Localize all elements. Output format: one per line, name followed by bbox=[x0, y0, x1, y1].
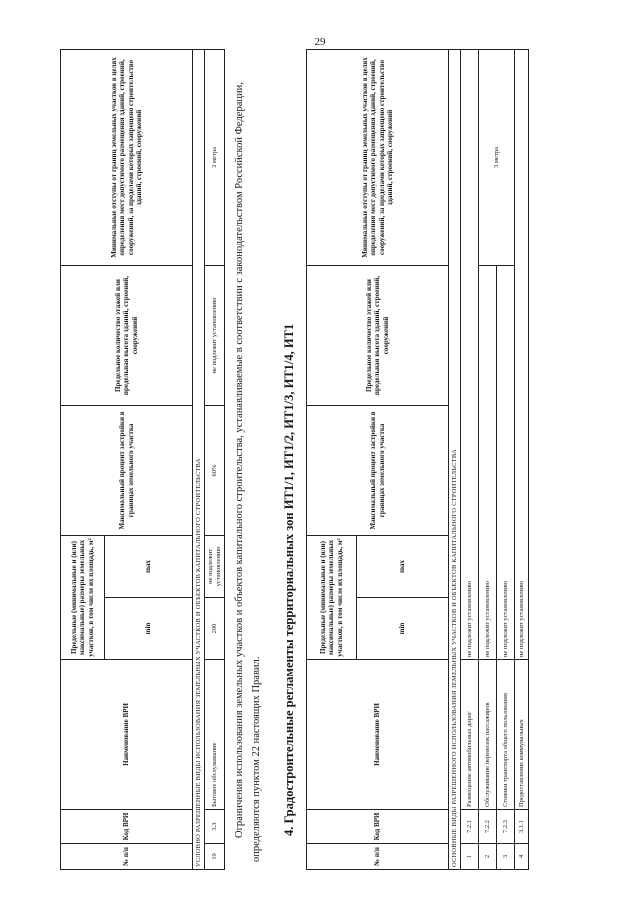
header-floors: Предельное количество этажей или предельная высота зданий, строений, сооружений bbox=[61, 266, 193, 406]
header-name: Наименование ВРИ bbox=[61, 660, 193, 810]
row-merged-value: не подлежит установлению bbox=[479, 266, 497, 660]
table-row bbox=[479, 50, 497, 870]
header-sizes: Предельные (минимальные и (или) максимальные) размеры земельных участков, в том числе их площадь, м² bbox=[307, 536, 357, 660]
row-floors: не подлежит установлению bbox=[205, 266, 225, 406]
row-merged-value: не подлежит установлению bbox=[497, 266, 515, 660]
header-num: № п/п bbox=[61, 844, 193, 870]
header-max: max bbox=[105, 536, 193, 598]
header-min: min bbox=[105, 598, 193, 660]
row-merged-value: не подлежит установлению bbox=[515, 50, 529, 660]
row-percent: 60% bbox=[205, 406, 225, 536]
restrictions-note: Ограничения использования земельных участков и объектов капитального строительства, устанавливаемые в соответствии с законодательством Российской Федерации, определяются пунктом 22 настоящих Правил. bbox=[234, 82, 262, 862]
row-max: не подлежит установлению bbox=[205, 536, 225, 598]
row-name: Обслуживание перевозок пассажиров bbox=[479, 660, 497, 810]
row-code: 7.2.1 bbox=[461, 810, 479, 844]
row-name: Предоставление коммунальных bbox=[515, 660, 529, 810]
header-percent: Максимальный процент застройки в границах земельного участка bbox=[61, 406, 193, 536]
row-num: 1 bbox=[461, 844, 479, 870]
section-title: ОСНОВНЫЕ ВИДЫ РАЗРЕШЕННОГО ИСПОЛЬЗОВАНИЯ ЗЕМЕЛЬНЫХ УЧАСТКОВ И ОБЪЕКТОВ КАПИТАЛЬНОГО СТРОИТЕЛЬСТВА bbox=[449, 50, 461, 870]
header-name: Наименование ВРИ bbox=[307, 660, 449, 810]
header-percent: Максимальный процент застройки в границах земельного участка bbox=[307, 406, 449, 536]
row-merged-value: не подлежит установлению bbox=[461, 50, 479, 660]
row-name: Размещение автомобильных дорог bbox=[461, 660, 479, 810]
row-num: 4 bbox=[515, 844, 529, 870]
table-row bbox=[205, 50, 225, 870]
row-num: 2 bbox=[479, 844, 497, 870]
row-code: 7.2.2 bbox=[479, 810, 497, 844]
table-row bbox=[461, 50, 479, 870]
header-num: № п/п bbox=[307, 844, 449, 870]
row-code: 7.2.3 bbox=[497, 810, 515, 844]
row-setback: 3 метра bbox=[479, 50, 515, 266]
header-setbacks: Минимальные отступы от границ земельных участков в целях определения мест допустимого размещения зданий, строений, сооружений, за пределами которых запрещено строительство зданий, строений, сооружений bbox=[307, 50, 449, 266]
table-main-use bbox=[306, 49, 529, 870]
header-max: max bbox=[357, 536, 449, 598]
row-code: 3.3 bbox=[205, 810, 225, 844]
row-name: Бытовое обслуживание bbox=[205, 660, 225, 810]
header-floors: Предельное количество этажей или предельная высота зданий, строений, сооружений bbox=[307, 266, 449, 406]
page-number: 29 bbox=[314, 36, 326, 48]
header-sizes: Предельные (минимальные и (или) максимальные) размеры земельных участков, в том числе их площадь, м² bbox=[61, 536, 105, 660]
row-num: 3 bbox=[497, 844, 515, 870]
row-code: 3.1.1 bbox=[515, 810, 529, 844]
header-code: Код ВРИ bbox=[307, 810, 449, 844]
section-heading: 4. Градостроительные регламенты территориальных зон ИТ1/1, ИТ1/2, ИТ1/3, ИТ1/4, ИТ1 bbox=[282, 323, 296, 836]
section-title: УСЛОВНО РАЗРЕШЕННЫЕ ВИДЫ ИСПОЛЬЗОВАНИЯ ЗЕМЕЛЬНЫХ УЧАСТКОВ И ОБЪЕКТОВ КАПИТАЛЬНОГО СТРОИТЕЛЬСТВА bbox=[193, 50, 205, 870]
table-conditional-use bbox=[60, 49, 225, 870]
rotated-page-content bbox=[60, 50, 600, 870]
header-code: Код ВРИ bbox=[61, 810, 193, 844]
table-row bbox=[515, 50, 529, 870]
row-setback: 3 метра bbox=[205, 50, 225, 266]
header-min: min bbox=[357, 598, 449, 660]
row-num: 19 bbox=[205, 844, 225, 870]
row-min: 200 bbox=[205, 598, 225, 660]
row-name: Стоянки транспорта общего пользования bbox=[497, 660, 515, 810]
header-setbacks: Минимальные отступы от границ земельных участков в целях определения мест допустимого размещения зданий, строений, сооружений, за пределами которых запрещено строительство зданий, строений, сооружений bbox=[61, 50, 193, 266]
